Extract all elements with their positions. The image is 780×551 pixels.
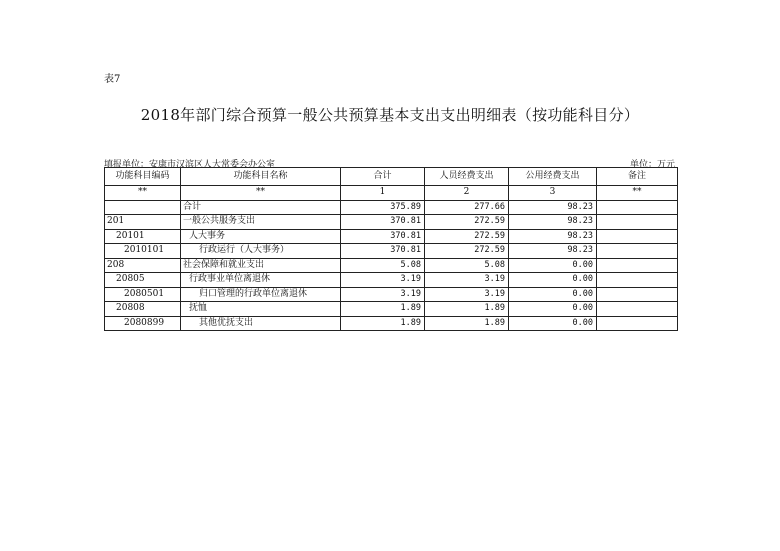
budget-table [104,167,678,331]
cell-personnel: 3.19 [425,287,509,302]
cell-code [105,200,181,215]
cell-public: 0.00 [509,316,597,331]
cell-code: 2010101 [105,244,181,259]
cell-total: 370.81 [341,215,425,230]
cell-name: 合计 [181,200,341,215]
cell-personnel: 1.89 [425,316,509,331]
reporting-unit: 填报单位：安康市汉滨区人大常委会办公室 [104,160,276,170]
table-row [105,229,678,244]
cell-remark [597,200,678,215]
header-total: 合计 [341,168,425,186]
cell-total: 1.89 [341,316,425,331]
cell-remark [597,244,678,259]
cell-name: 行政运行（人大事务） [181,244,341,259]
table-row [105,273,678,288]
cell-name: 其他优抚支出 [181,316,341,331]
currency-unit: 单位：万元 [630,160,676,170]
cell-name: 行政事业单位离退休 [181,273,341,288]
cell-code: 20101 [105,229,181,244]
cell-public: 98.23 [509,244,597,259]
marker-code: ** [105,186,181,201]
cell-public: 98.23 [509,200,597,215]
cell-code: 20808 [105,302,181,317]
table-row [105,258,678,273]
cell-total: 3.19 [341,273,425,288]
header-public: 公用经费支出 [509,168,597,186]
marker-total: 1 [341,186,425,201]
cell-code: 2080501 [105,287,181,302]
cell-total: 370.81 [341,229,425,244]
cell-remark [597,229,678,244]
cell-code: 2080899 [105,316,181,331]
cell-code: 20805 [105,273,181,288]
column-index-row [105,186,678,201]
cell-remark [597,302,678,317]
cell-public: 98.23 [509,229,597,244]
cell-personnel: 277.66 [425,200,509,215]
cell-name: 社会保障和就业支出 [181,258,341,273]
cell-public: 0.00 [509,287,597,302]
table-row [105,316,678,331]
marker-name: ** [181,186,341,201]
cell-remark [597,273,678,288]
cell-total: 370.81 [341,244,425,259]
cell-personnel: 5.08 [425,258,509,273]
cell-remark [597,215,678,230]
cell-public: 0.00 [509,302,597,317]
header-remark: 备注 [597,168,678,186]
cell-personnel: 272.59 [425,229,509,244]
cell-name: 抚恤 [181,302,341,317]
cell-personnel: 272.59 [425,244,509,259]
cell-remark [597,258,678,273]
cell-personnel: 272.59 [425,215,509,230]
cell-remark [597,316,678,331]
cell-total: 1.89 [341,302,425,317]
header-code: 功能科目编码 [105,168,181,186]
table-row [105,200,678,215]
cell-personnel: 3.19 [425,273,509,288]
cell-name: 归口管理的行政单位离退休 [181,287,341,302]
cell-remark [597,287,678,302]
table-row [105,287,678,302]
table-row [105,244,678,259]
header-name: 功能科目名称 [181,168,341,186]
cell-name: 人大事务 [181,229,341,244]
table-header-row [105,168,678,186]
marker-public: 3 [509,186,597,201]
table-row [105,215,678,230]
marker-personnel: 2 [425,186,509,201]
cell-public: 0.00 [509,273,597,288]
document-title: 2018年部门综合预算一般公共预算基本支出支出明细表（按功能科目分） [140,106,640,124]
marker-remark: ** [597,186,678,201]
header-personnel: 人员经费支出 [425,168,509,186]
cell-code: 201 [105,215,181,230]
cell-public: 0.00 [509,258,597,273]
cell-total: 375.89 [341,200,425,215]
cell-name: 一般公共服务支出 [181,215,341,230]
cell-personnel: 1.89 [425,302,509,317]
table-number: 表7 [104,74,121,85]
cell-total: 5.08 [341,258,425,273]
cell-public: 98.23 [509,215,597,230]
cell-total: 3.19 [341,287,425,302]
table-row [105,302,678,317]
cell-code: 208 [105,258,181,273]
